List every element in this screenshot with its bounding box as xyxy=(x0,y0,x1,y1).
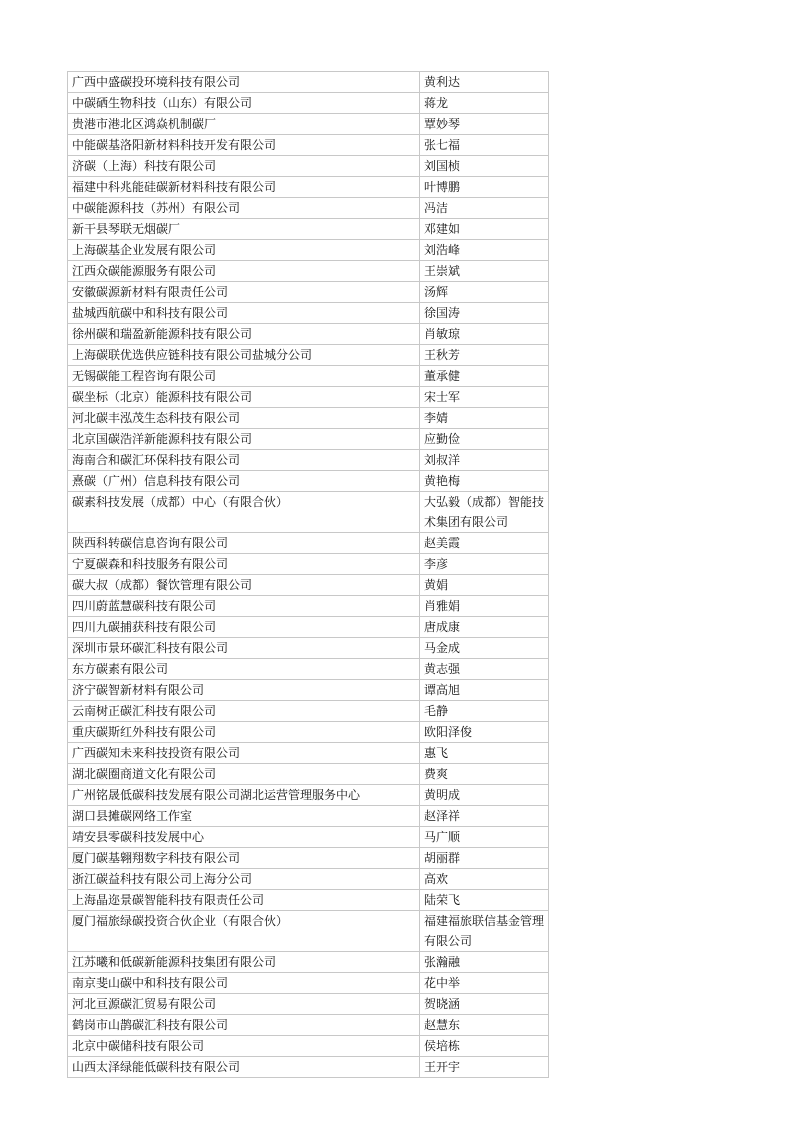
company-name-cell: 河北碳丰泓茂生态科技有限公司 xyxy=(68,408,420,429)
company-contact-table xyxy=(67,71,549,1078)
table-row xyxy=(68,701,549,722)
contact-person-cell: 徐国涛 xyxy=(420,303,549,324)
contact-person-cell: 欧阳泽俊 xyxy=(420,722,549,743)
contact-person-cell: 董承健 xyxy=(420,366,549,387)
company-name-cell: 广西中盛碳投环境科技有限公司 xyxy=(68,72,420,93)
company-name-cell: 靖安县零碳科技发展中心 xyxy=(68,827,420,848)
table-row xyxy=(68,450,549,471)
company-name-cell: 陕西科转碳信息咨询有限公司 xyxy=(68,533,420,554)
table-row xyxy=(68,848,549,869)
table-row xyxy=(68,324,549,345)
company-name-cell: 浙江碳益科技有限公司上海分公司 xyxy=(68,869,420,890)
table-row xyxy=(68,93,549,114)
table-row xyxy=(68,827,549,848)
company-name-cell: 江西众碳能源服务有限公司 xyxy=(68,261,420,282)
contact-person-cell: 侯培栋 xyxy=(420,1036,549,1057)
contact-person-cell: 宋士军 xyxy=(420,387,549,408)
contact-person-cell: 覃妙琴 xyxy=(420,114,549,135)
company-name-cell: 安徽碳源新材料有限责任公司 xyxy=(68,282,420,303)
table-row xyxy=(68,680,549,701)
table-row xyxy=(68,994,549,1015)
company-name-cell: 上海晶迩景碳智能科技有限责任公司 xyxy=(68,890,420,911)
contact-person-cell: 花中举 xyxy=(420,973,549,994)
company-name-cell: 河北亘源碳汇贸易有限公司 xyxy=(68,994,420,1015)
table-body xyxy=(68,72,549,1078)
company-name-cell: 海南合和碳汇环保科技有限公司 xyxy=(68,450,420,471)
company-name-cell: 徐州碳和瑞盈新能源科技有限公司 xyxy=(68,324,420,345)
table-row xyxy=(68,135,549,156)
table-row xyxy=(68,72,549,93)
table-row xyxy=(68,722,549,743)
table-row xyxy=(68,554,549,575)
company-name-cell: 熹碳（广州）信息科技有限公司 xyxy=(68,471,420,492)
company-name-cell: 南京斐山碳中和科技有限公司 xyxy=(68,973,420,994)
table-row xyxy=(68,240,549,261)
contact-person-cell: 黄志强 xyxy=(420,659,549,680)
contact-person-cell: 谭高旭 xyxy=(420,680,549,701)
table-row xyxy=(68,408,549,429)
contact-person-cell: 马广顺 xyxy=(420,827,549,848)
company-name-cell: 湖口县摊碳网络工作室 xyxy=(68,806,420,827)
table-row xyxy=(68,785,549,806)
contact-person-cell: 肖雅娟 xyxy=(420,596,549,617)
company-name-cell: 北京国碳浩洋新能源科技有限公司 xyxy=(68,429,420,450)
table-row xyxy=(68,366,549,387)
table-row xyxy=(68,764,549,785)
company-name-cell: 江苏曦和低碳新能源科技集团有限公司 xyxy=(68,952,420,973)
table-row xyxy=(68,177,549,198)
contact-person-cell: 马金成 xyxy=(420,638,549,659)
contact-person-cell: 黄艳梅 xyxy=(420,471,549,492)
company-name-cell: 盐城西航碳中和科技有限公司 xyxy=(68,303,420,324)
company-name-cell: 厦门福旅绿碳投资合伙企业（有限合伙） xyxy=(68,911,420,952)
table-row xyxy=(68,911,549,952)
contact-person-cell: 肖敏琼 xyxy=(420,324,549,345)
contact-person-cell: 张瀚融 xyxy=(420,952,549,973)
contact-person-cell: 惠飞 xyxy=(420,743,549,764)
contact-person-cell: 王开宇 xyxy=(420,1057,549,1078)
contact-person-cell: 费爽 xyxy=(420,764,549,785)
company-name-cell: 厦门碳基翱翔数字科技有限公司 xyxy=(68,848,420,869)
company-name-cell: 重庆碳斯红外科技有限公司 xyxy=(68,722,420,743)
contact-person-cell: 胡丽群 xyxy=(420,848,549,869)
company-name-cell: 碳大叔（成都）餐饮管理有限公司 xyxy=(68,575,420,596)
table-row xyxy=(68,303,549,324)
company-name-cell: 鹤岗市山鹊碳汇科技有限公司 xyxy=(68,1015,420,1036)
table-row xyxy=(68,952,549,973)
table-row xyxy=(68,659,549,680)
contact-person-cell: 汤辉 xyxy=(420,282,549,303)
contact-person-cell: 赵慧东 xyxy=(420,1015,549,1036)
contact-person-cell: 叶博鹏 xyxy=(420,177,549,198)
company-name-cell: 无锡碳能工程咨询有限公司 xyxy=(68,366,420,387)
table-row xyxy=(68,890,549,911)
company-name-cell: 深圳市景环碳汇科技有限公司 xyxy=(68,638,420,659)
contact-person-cell: 福建福旅联信基金管理有限公司 xyxy=(420,911,549,952)
company-name-cell: 上海碳基企业发展有限公司 xyxy=(68,240,420,261)
contact-person-cell: 刘浩峰 xyxy=(420,240,549,261)
contact-person-cell: 大弘毅（成都）智能技术集团有限公司 xyxy=(420,492,549,533)
company-name-cell: 碳坐标（北京）能源科技有限公司 xyxy=(68,387,420,408)
table-row xyxy=(68,1015,549,1036)
table-row xyxy=(68,156,549,177)
contact-person-cell: 贺晓涵 xyxy=(420,994,549,1015)
table-row xyxy=(68,973,549,994)
company-name-cell: 贵港市港北区鸿焱机制碳厂 xyxy=(68,114,420,135)
company-name-cell: 中碳硒生物科技（山东）有限公司 xyxy=(68,93,420,114)
company-name-cell: 四川蔚蓝慧碳科技有限公司 xyxy=(68,596,420,617)
company-name-cell: 福建中科兆能硅碳新材料科技有限公司 xyxy=(68,177,420,198)
contact-person-cell: 王秋芳 xyxy=(420,345,549,366)
table-row xyxy=(68,114,549,135)
company-name-cell: 广西碳知未来科技投资有限公司 xyxy=(68,743,420,764)
contact-person-cell: 赵泽祥 xyxy=(420,806,549,827)
contact-person-cell: 冯洁 xyxy=(420,198,549,219)
table-row xyxy=(68,261,549,282)
table-row xyxy=(68,1036,549,1057)
table-row xyxy=(68,806,549,827)
company-name-cell: 新干县琴联无烟碳厂 xyxy=(68,219,420,240)
table-row xyxy=(68,345,549,366)
contact-person-cell: 黄利达 xyxy=(420,72,549,93)
contact-person-cell: 蒋龙 xyxy=(420,93,549,114)
contact-person-cell: 黄明成 xyxy=(420,785,549,806)
contact-person-cell: 刘叔洋 xyxy=(420,450,549,471)
contact-person-cell: 黄娟 xyxy=(420,575,549,596)
table-row xyxy=(68,743,549,764)
company-name-cell: 广州铭晟低碳科技发展有限公司湖北运营管理服务中心 xyxy=(68,785,420,806)
company-name-cell: 东方碳素有限公司 xyxy=(68,659,420,680)
contact-person-cell: 邓建如 xyxy=(420,219,549,240)
company-name-cell: 山西太泽绿能低碳科技有限公司 xyxy=(68,1057,420,1078)
company-name-cell: 济碳（上海）科技有限公司 xyxy=(68,156,420,177)
contact-person-cell: 毛静 xyxy=(420,701,549,722)
table-row xyxy=(68,282,549,303)
company-name-cell: 宁夏碳森和科技服务有限公司 xyxy=(68,554,420,575)
contact-person-cell: 李婧 xyxy=(420,408,549,429)
contact-person-cell: 唐成康 xyxy=(420,617,549,638)
company-name-cell: 济宁碳智新材料有限公司 xyxy=(68,680,420,701)
company-name-cell: 中能碳基洛阳新材料科技开发有限公司 xyxy=(68,135,420,156)
contact-person-cell: 赵美霞 xyxy=(420,533,549,554)
company-name-cell: 上海碳联优选供应链科技有限公司盐城分公司 xyxy=(68,345,420,366)
table-row xyxy=(68,575,549,596)
contact-person-cell: 王崇斌 xyxy=(420,261,549,282)
company-name-cell: 碳素科技发展（成都）中心（有限合伙） xyxy=(68,492,420,533)
table-row xyxy=(68,617,549,638)
company-name-cell: 中碳能源科技（苏州）有限公司 xyxy=(68,198,420,219)
contact-person-cell: 刘国桢 xyxy=(420,156,549,177)
company-name-cell: 湖北碳圈商道文化有限公司 xyxy=(68,764,420,785)
company-name-cell: 北京中碳储科技有限公司 xyxy=(68,1036,420,1057)
table-row xyxy=(68,1057,549,1078)
contact-person-cell: 陆荣飞 xyxy=(420,890,549,911)
table-row xyxy=(68,638,549,659)
table-row xyxy=(68,471,549,492)
contact-person-cell: 应勤俭 xyxy=(420,429,549,450)
table-row xyxy=(68,533,549,554)
company-name-cell: 四川九碳捕获科技有限公司 xyxy=(68,617,420,638)
table-row xyxy=(68,869,549,890)
contact-person-cell: 高欢 xyxy=(420,869,549,890)
table-row xyxy=(68,596,549,617)
contact-person-cell: 李彦 xyxy=(420,554,549,575)
table-row xyxy=(68,492,549,533)
table-row xyxy=(68,429,549,450)
table-row xyxy=(68,387,549,408)
table-row xyxy=(68,198,549,219)
company-name-cell: 云南树正碳汇科技有限公司 xyxy=(68,701,420,722)
contact-person-cell: 张七福 xyxy=(420,135,549,156)
table-row xyxy=(68,219,549,240)
